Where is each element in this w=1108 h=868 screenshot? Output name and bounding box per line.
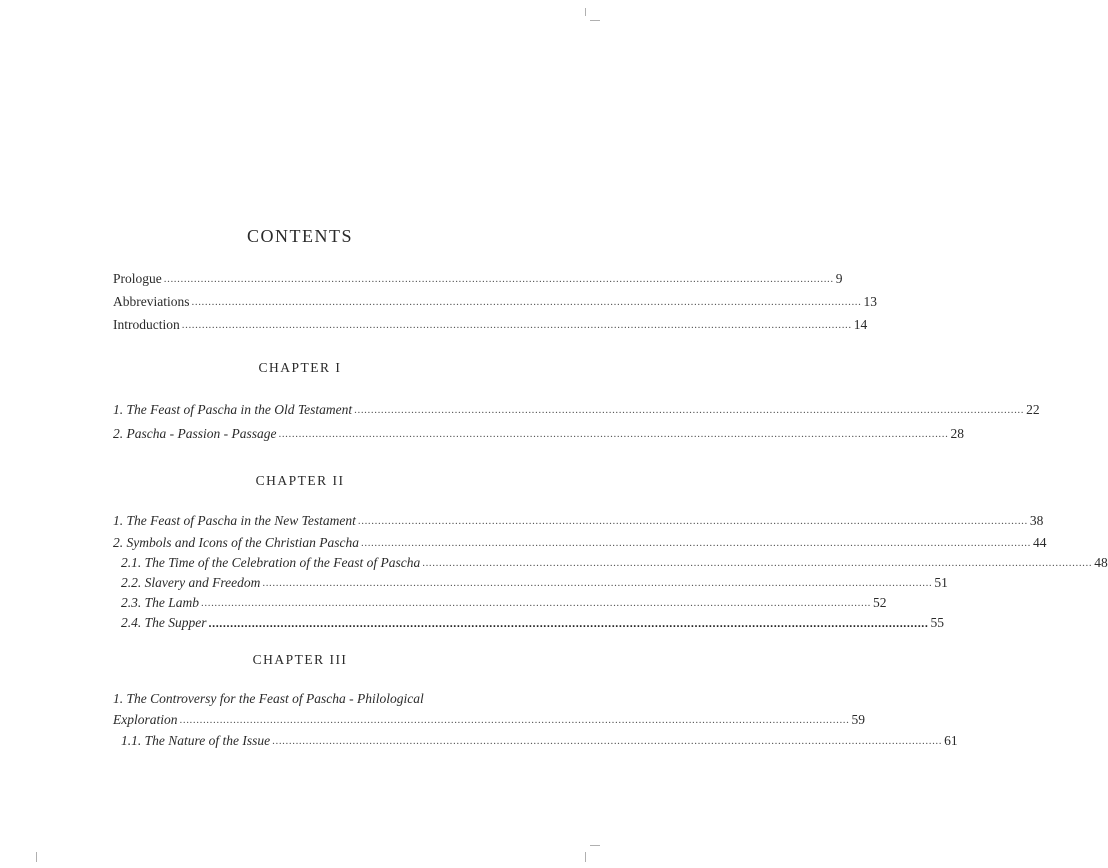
toc-subentry[interactable]	[121, 572, 948, 594]
dot-leader: ........................................................................................................................................................................................................	[422, 557, 1093, 569]
dot-leader: ........................................................................................................................................................................................................	[357, 515, 1028, 527]
dot-leader: ........................................................................................................................................................................................................	[163, 273, 834, 285]
dot-leader: ........................................................................................................................................................................................................	[191, 296, 862, 308]
chapter-heading-3: CHAPTER III	[252, 652, 348, 667]
toc-subentry[interactable]	[121, 552, 1108, 574]
toc-entry-label: 1. The Controversy for the Feast of Pascha - Philological	[113, 691, 424, 706]
toc-entry-label: 1. The Feast of Pascha in the New Testament	[113, 513, 356, 528]
toc-subentry[interactable]	[121, 730, 958, 752]
dot-leader: ........................................................................................................................................................................................................	[262, 577, 933, 589]
toc-entry-abbreviations[interactable]	[113, 291, 877, 313]
toc-page-number: 51	[934, 575, 948, 590]
toc-subentry[interactable]	[121, 612, 944, 634]
toc-page-number: 13	[863, 294, 877, 309]
toc-page-number: 48	[1094, 555, 1108, 570]
toc-entry-introduction[interactable]	[113, 314, 868, 336]
toc-entry-label: 2.3. The Lamb	[121, 595, 200, 610]
crop-mark	[585, 8, 586, 16]
toc-entry-label: Prologue	[113, 271, 162, 286]
dot-leader: ........................................................................................................................................................................................................	[179, 714, 850, 726]
crop-mark	[590, 845, 600, 846]
toc-page-number: 9	[835, 271, 843, 286]
toc-entry-label: Introduction	[113, 317, 180, 332]
toc-page-number: 22	[1026, 402, 1040, 417]
dot-leader: ........................................................................................................................................................................................................	[354, 404, 1025, 416]
chapter-heading-1: CHAPTER I	[258, 360, 342, 375]
toc-entry-label: 2.4. The Supper	[121, 615, 207, 630]
toc-entry-label: Exploration	[113, 712, 178, 727]
toc-entry-label: 1. The Feast of Pascha in the Old Testament	[113, 402, 353, 417]
toc-page-number: 52	[873, 595, 887, 610]
toc-entry-label: Abbreviations	[113, 294, 190, 309]
toc-page-number: 14	[853, 317, 868, 332]
dot-leader: ........................................................................................................................................................................................................	[181, 319, 852, 331]
toc-entry-label: 2.2. Slavery and Freedom	[121, 575, 261, 590]
dot-leader: ........................................................................................................................................................................................................	[278, 428, 949, 440]
dot-leader: ........................................................................................................................................................................................................	[361, 537, 1031, 549]
toc-page-number: 55	[930, 615, 944, 630]
toc-entry-prologue[interactable]	[113, 268, 843, 290]
toc-entry-line1[interactable]	[113, 688, 463, 710]
dot-leader: ........................................................................................................................................................................................................	[272, 735, 943, 747]
crop-mark	[36, 852, 37, 862]
toc-entry[interactable]	[113, 510, 1044, 532]
toc-entry[interactable]	[113, 532, 1047, 554]
dot-leader: ........................................................................................................................................................................................................	[208, 616, 929, 630]
toc-page-number: 61	[944, 733, 958, 748]
page-title: CONTENTS	[247, 226, 353, 246]
toc-page-number: 59	[851, 712, 865, 727]
toc-entry-label: 1.1. The Nature of the Issue	[121, 733, 271, 748]
toc-page-number: 44	[1033, 535, 1047, 550]
toc-page-number: 28	[950, 426, 964, 441]
toc-page-number: 38	[1029, 513, 1044, 528]
toc-entry[interactable]	[113, 399, 1040, 421]
toc-entry[interactable]	[113, 709, 865, 731]
crop-mark	[590, 20, 600, 21]
toc-subentry[interactable]	[121, 592, 887, 614]
toc-entry[interactable]	[113, 423, 964, 445]
dot-leader: ........................................................................................................................................................................................................	[201, 597, 872, 609]
toc-entry-label: 2. Symbols and Icons of the Christian Pascha	[113, 535, 359, 550]
chapter-heading-2: CHAPTER II	[255, 473, 345, 488]
toc-entry-label: 2.1. The Time of the Celebration of the Feast of Pascha	[121, 555, 421, 570]
toc-entry-label: 2. Pascha - Passion - Passage	[113, 426, 277, 441]
crop-mark	[585, 852, 586, 862]
